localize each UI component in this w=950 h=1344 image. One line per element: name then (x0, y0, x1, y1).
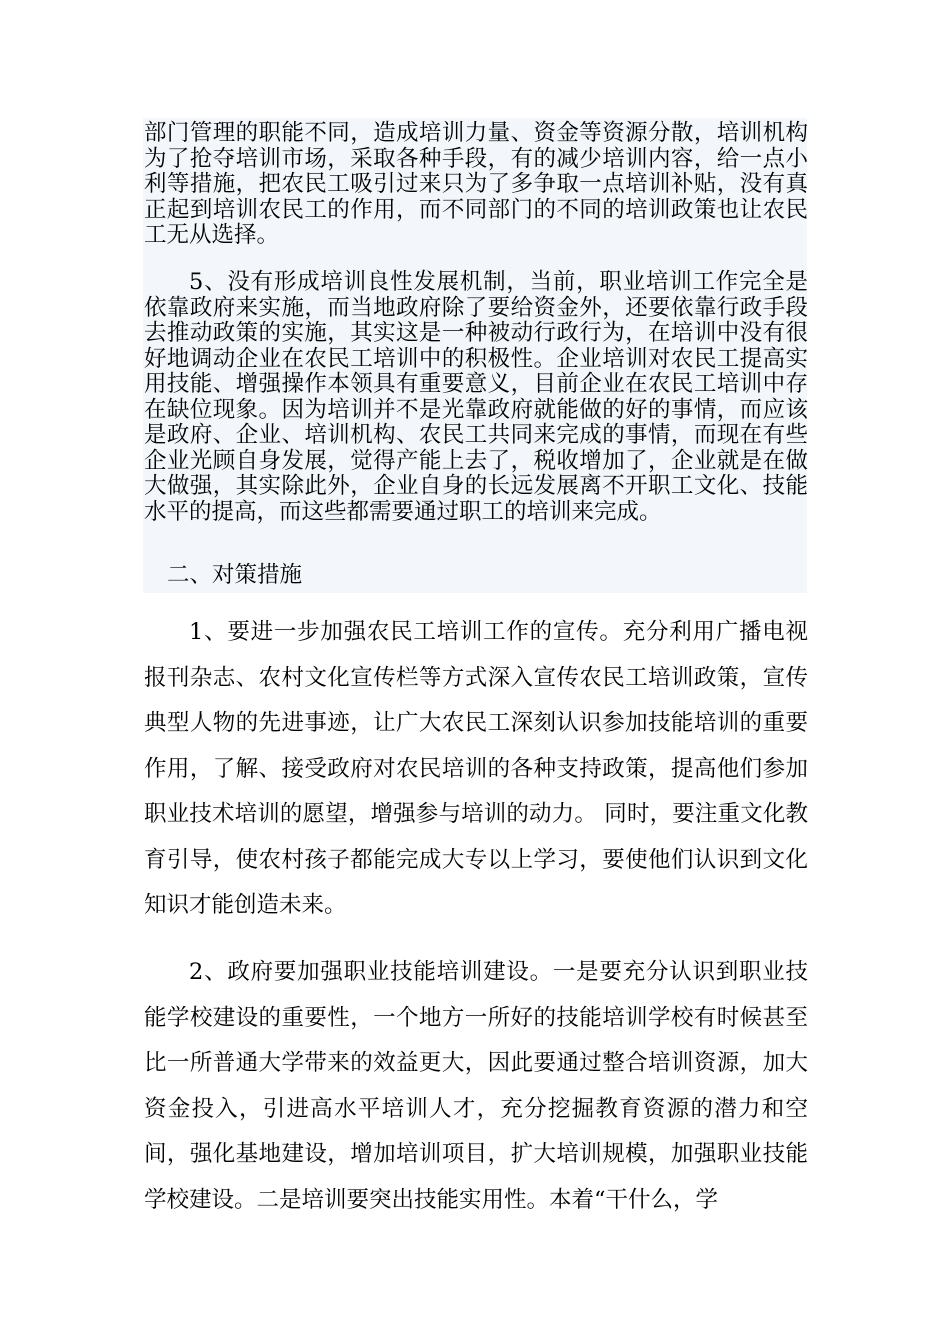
paragraph-continuation: 部门管理的职能不同，造成培训力量、资金等资源分散，培训机构为了抢夺培训市场，采取各种手段，有的减少培训内容，给一点小利等措施，把农民工吸引过来只为了多争取一点培训补贴，没有真正起到培训农民工的作用，而不同部门的不同的培训政策也让农民工无从选择。 (144, 120, 808, 248)
paragraph-point-5: 5、没有形成培训良性发展机制，当前，职业培训工作完全是依靠政府来实施，而当地政府除了要给资金外，还要依靠行政手段去推动政策的实施，其实这是一种被动行政行为，在培训中没有很好地调动企业在农民工培训中的积极性。企业培训对农民工提高实用技能、增强操作本领具有重要意义，目前企业在农民工培训中存在缺位现象。因为培训并不是光靠政府就能做的好的事情，而应该是政府、企业、培训机构、农民工共同来完成的事情，而现在有些企业光顾自身发展，觉得产能上去了，税收增加了，企业就是在做大做强，其实除此外，企业自身的长远发展离不开职工文化、技能水平的提高，而这些都需要通过职工的培训来完成。 (144, 269, 808, 525)
paragraph-measure-2: 2、政府要加强职业技能培训建设。一是要充分认识到职业技能学校建设的重要性，一个地方一所好的技能培训学校有时候甚至比一所普通大学带来的效益更大，因此要通过整合培训资源，加大资金投入，引进高水平培训人才，充分挖掘教育资源的潜力和空间，强化基地建设，增加培训项目，扩大培训规模，加强职业技能学校建设。二是培训要突出技能实用性。本着“干什么，学 (144, 959, 808, 1213)
paragraph-measure-1: 1、要进一步加强农民工培训工作的宣传。充分利用广播电视报刊杂志、农村文化宣传栏等方式深入宣传农民工培训政策，宣传典型人物的先进事迹，让广大农民工深刻认识参加技能培训的重要作用，了解、接受政府对农民培训的各种支持政策，提高他们参加职业技术培训的愿望，增强参与培训的动力。 同时，要注重文化教育引导，使农村孩子都能完成大专以上学习，要使他们认识到文化知识才能创造未来。 (144, 619, 808, 918)
section-heading: 二、对策措施 (167, 562, 303, 588)
